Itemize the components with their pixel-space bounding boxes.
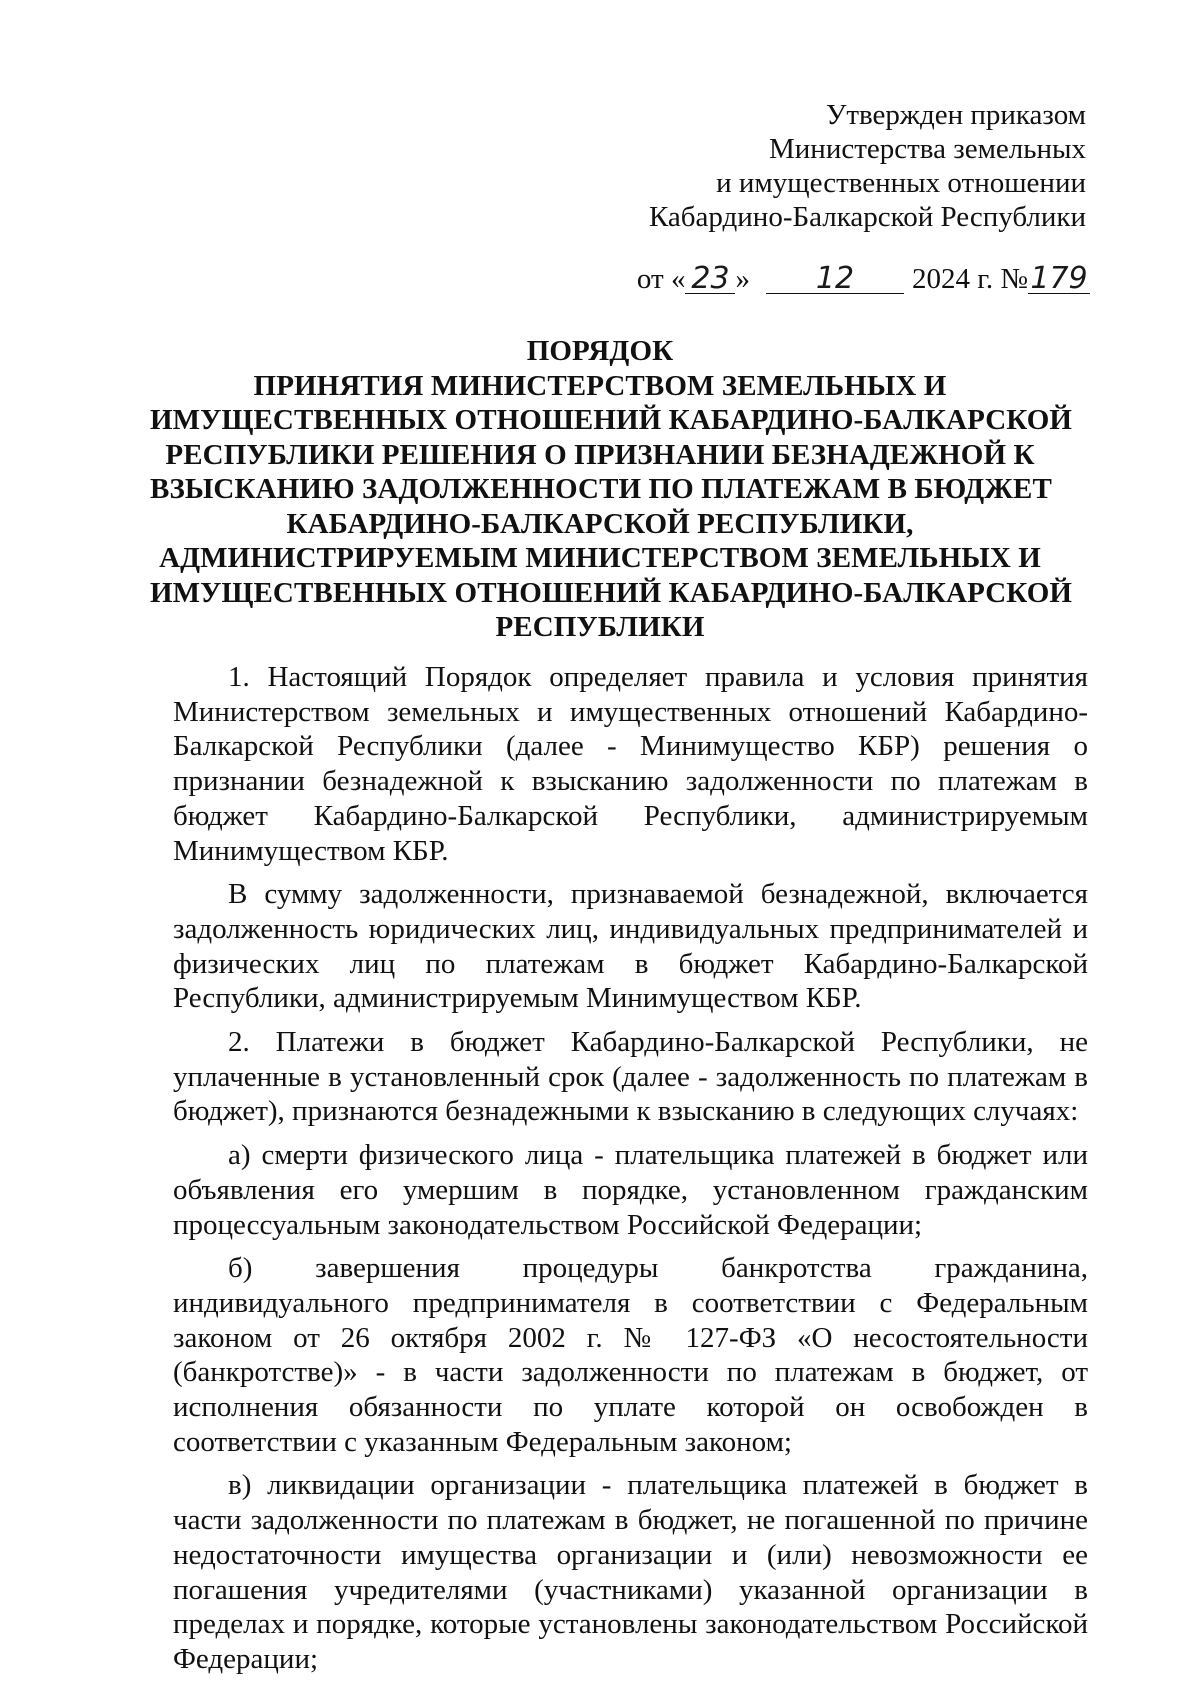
title-line: ПРИНЯТИЯ МИНИСТЕРСТВОМ ЗЕМЕЛЬНЫХ И — [253, 369, 947, 402]
title-line: РЕСПУБЛИКИ РЕШЕНИЯ О ПРИЗНАНИИ БЕЗНАДЕЖНОЙ К — [165, 438, 1035, 471]
title-line: ПОРЯДОК — [526, 335, 674, 367]
paragraph: в) ликвидации организации - плательщика платежей в бюджет в части задолженности по платежам в бюджет, не погашенной по причине недостаточности имущества организации и (или) невозможности ее погашения учредителями (участниками) указанной организации в пределах и порядке, которые установлены законодательством Российской Федерации; — [173, 1469, 1088, 1675]
title-line: КАБАРДИНО-БАЛКАРСКОЙ РЕСПУБЛИКИ, — [286, 507, 914, 540]
order-prefix: от « — [636, 263, 686, 295]
approval-line: и имущественных отношении — [716, 167, 1086, 199]
order-month-field — [766, 261, 904, 296]
title-line: ИМУЩЕСТВЕННЫХ ОТНОШЕНИЙ КАБАРДИНО-БАЛКАРСКОЙ — [150, 404, 1073, 436]
paragraph: 2. Платежи в бюджет Кабардино-Балкарской Республики, не уплаченные в установленный срок (далее - задолженность по платежам в бюджет), признаются безнадежными к взысканию в следующих случаях: — [173, 1026, 1088, 1128]
document-title — [150, 334, 1073, 645]
order-day-close: » — [735, 263, 750, 295]
paragraph: В сумму задолженности, признаваемой безнадежной, включается задолженность юридических лиц, индивидуальных предпринимателей и физических лиц по платежам в бюджет Кабардино-Балкарской Республики, администрируемым Минимуществом КБР. — [173, 878, 1088, 1015]
order-number: 179 — [1030, 261, 1088, 296]
title-line: ВЗЫСКАНИЮ ЗАДОЛЖЕННОСТИ ПО ПЛАТЕЖАМ В БЮДЖЕТ — [150, 473, 1052, 505]
order-date-number — [637, 262, 1090, 296]
order-month: 12 — [815, 261, 855, 296]
title-line: ИМУЩЕСТВЕННЫХ ОТНОШЕНИЙ КАБАРДИНО-БАЛКАРСКОЙ — [150, 576, 1073, 609]
order-day: 23 — [691, 261, 730, 296]
order-year: 2024 г. № — [911, 263, 1028, 295]
title-line: АДМИНИСТРИРУЕМЫМ МИНИСТЕРСТВОМ ЗЕМЕЛЬНЫХ И — [159, 542, 1041, 574]
approval-line: Министерства земельных — [769, 133, 1086, 165]
approval-line: Утвержден приказом — [825, 99, 1086, 131]
paragraph: а) смерти физического лица - плательщика платежей в бюджет или объявления его умершим в порядке, установленном гражданским процессуальным законодательством Российской Федерации; — [173, 1139, 1088, 1241]
paragraph: б) завершения процедуры банкротства гражданина, индивидуального предпринимателя в соответствии с Федеральным законом от 26 октября 2002 г. № 127-ФЗ «О несостоятельности (банкротстве)» - в части задолженности по платежам в бюджет, от исполнения обязанности по уплате которой он освобожден в соответствии с указанным Федеральным законом; — [173, 1252, 1088, 1458]
approval-line: Кабардино-Балкарской Республики — [648, 201, 1086, 233]
order-day-field — [685, 261, 735, 296]
title-line: РЕСПУБЛИКИ — [495, 611, 705, 643]
approval-stamp-block — [649, 98, 1086, 234]
order-number-field — [1028, 261, 1090, 296]
document-body — [173, 660, 1088, 1686]
paragraph: 1. Настоящий Порядок определяет правила и условия принятия Министерством земельных и имущественных отношений Кабардино-Балкарской Республики (далее - Минимущество КБР) решения о признании безнадежной к взысканию задолженности по платежам в бюджет Кабардино-Балкарской Республики, администрируемым Минимуществом КБР. — [173, 661, 1088, 867]
